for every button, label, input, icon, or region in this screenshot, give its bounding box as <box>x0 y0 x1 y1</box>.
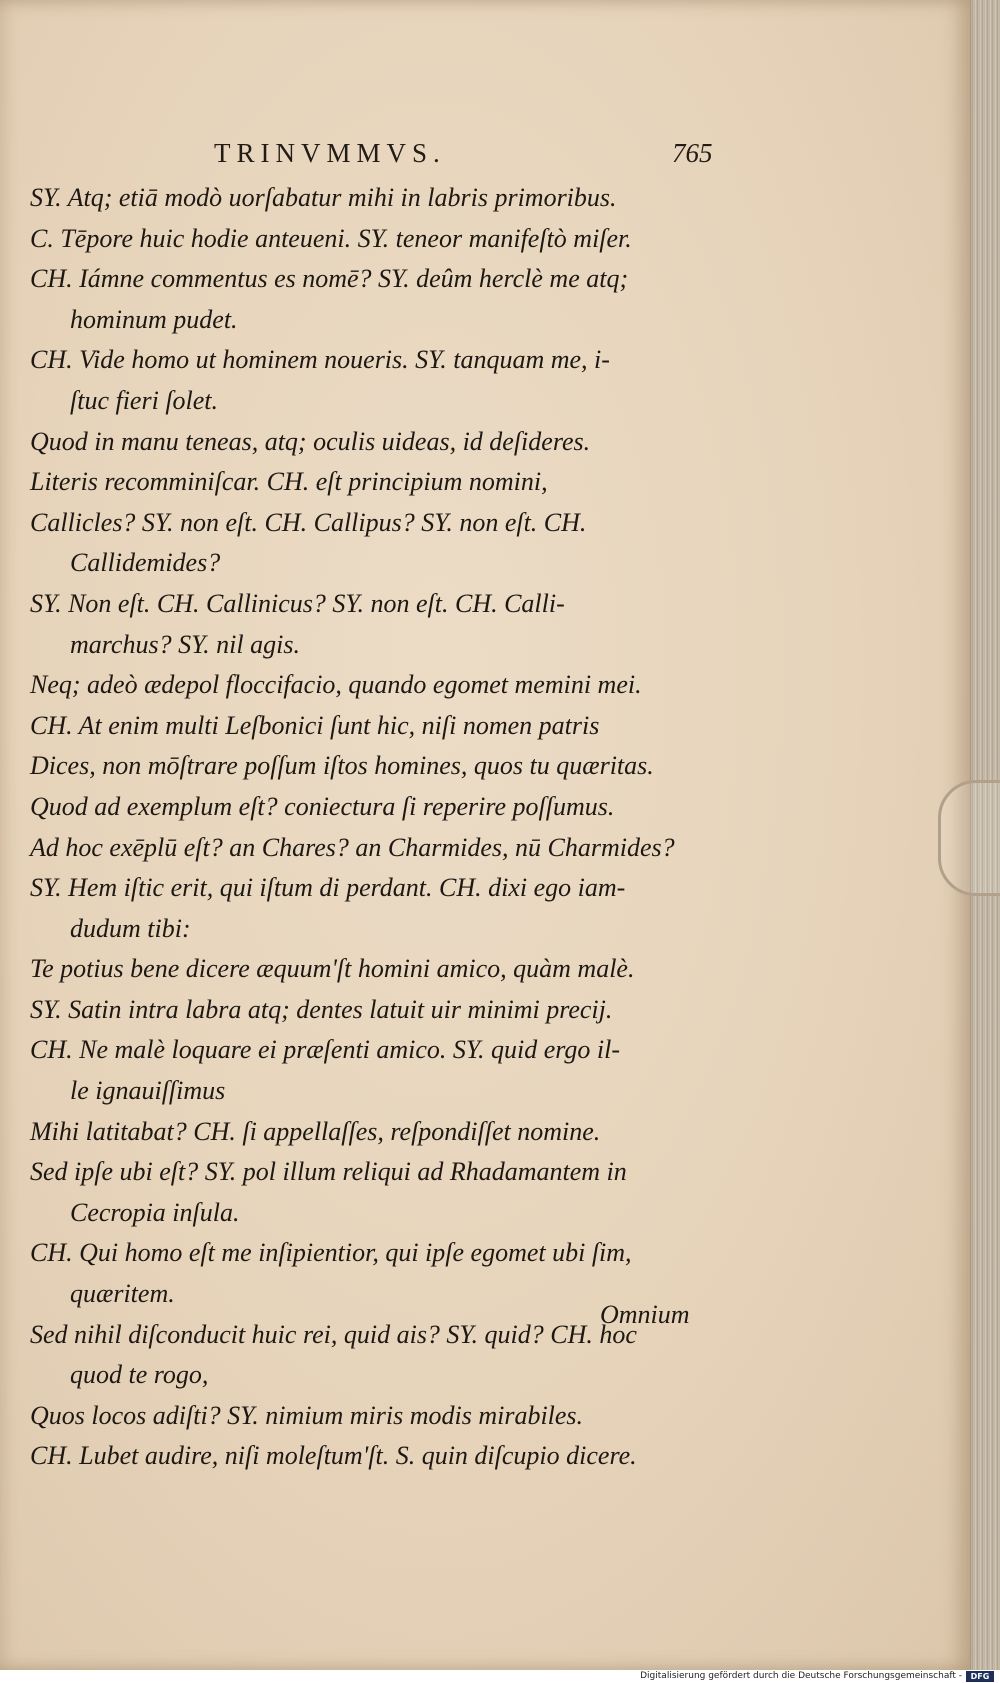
text-line: Cecropia inſula. <box>70 1197 240 1227</box>
text-line: CH. At enim multi Leſbonici ſunt hic, niſi nomen patris <box>30 710 600 740</box>
text-line: Callicles? SY. non eſt. CH. Callipus? SY. non eſt. CH. <box>30 507 587 537</box>
text-line: CH. Iámne commentus es nomē? SY. deûm herclè me atq; <box>30 264 629 294</box>
text-line: Mihi latitabat? CH. ſi appellaſſes, reſpondiſſet nomine. <box>30 1116 601 1146</box>
text-line: Literis recomminiſcar. CH. eſt principium nomini, <box>30 467 548 497</box>
text-line: Quod ad exemplum eſt? coniectura ſi reperire poſſumus. <box>30 791 615 821</box>
text-line: Callidemides? <box>70 548 221 578</box>
text-line: CH. Lubet audire, niſi moleſtum'ſt. S. quin diſcupio dicere. <box>30 1441 637 1471</box>
text-line: CH. Vide homo ut hominem noueris. SY. tanquam me, i- <box>30 345 610 375</box>
text-line: Neq; adeò ædepol floccifacio, quando egomet memini mei. <box>30 670 642 700</box>
text-line: Dices, non mōſtrare poſſum iſtos homines, quos tu quæritas. <box>30 751 654 781</box>
text-line: marchus? SY. nil agis. <box>70 629 300 659</box>
text-line: dudum tibi: <box>70 913 191 943</box>
text-line: Quod in manu teneas, atq; oculis uideas, id deſideres. <box>30 426 591 456</box>
footer-bar <box>0 1670 1000 1683</box>
text-line: SY. Hem iſtic erit, qui iſtum di perdant. CH. dixi ego iam- <box>30 873 626 903</box>
running-title: TRINVMMVS. <box>214 138 446 168</box>
text-line: Sed ipſe ubi eſt? SY. pol illum reliqui ad Rhadamantem in <box>30 1157 627 1187</box>
text-line: Ad hoc exēplū eſt? an Chares? an Charmides, nū Charmides? <box>30 832 675 862</box>
text-line: SY. Satin intra labra atq; dentes latuit uir minimi precij. <box>30 994 613 1024</box>
text-line: CH. Ne malè loquare ei præſenti amico. SY. quid ergo il- <box>30 1035 621 1065</box>
catchword: Omnium <box>600 1300 690 1329</box>
text-line: quod te rogo, <box>70 1360 209 1390</box>
text-line: Sed nihil diſconducit huic rei, quid ais? SY. quid? CH. hoc <box>30 1319 637 1349</box>
text-line: Te potius bene dicere æquum'ſt homini amico, quàm malè. <box>30 954 635 984</box>
text-line: quæritem. <box>70 1279 175 1309</box>
dfg-logo: DFG <box>966 1671 994 1682</box>
clasp-ring <box>938 780 1000 896</box>
text-line: CH. Qui homo eſt me inſipientior, qui ipſe egomet ubi ſim, <box>30 1238 632 1268</box>
page-number: 765 <box>672 138 713 168</box>
text-line: SY. Atq; etiā modò uorſabatur mihi in labris primoribus. <box>30 183 617 212</box>
text-line: SY. Non eſt. CH. Callinicus? SY. non eſt. CH. Calli- <box>30 588 565 618</box>
text-line: ſtuc fieri ſolet. <box>70 385 219 415</box>
text-line: hominum pudet. <box>70 304 238 334</box>
text-block <box>30 178 730 1477</box>
footer-credit: Digitalisierung gefördert durch die Deutsche Forschungsgemeinschaft - <box>640 1671 962 1681</box>
text-line: C. Tēpore huic hodie anteueni. SY. teneor manifeſtò miſer. <box>30 223 632 253</box>
running-head <box>0 138 970 178</box>
text-line: le ignauiſſimus <box>70 1076 226 1106</box>
text-line: Quos locos adiſti? SY. nimium miris modis mirabiles. <box>30 1400 584 1430</box>
